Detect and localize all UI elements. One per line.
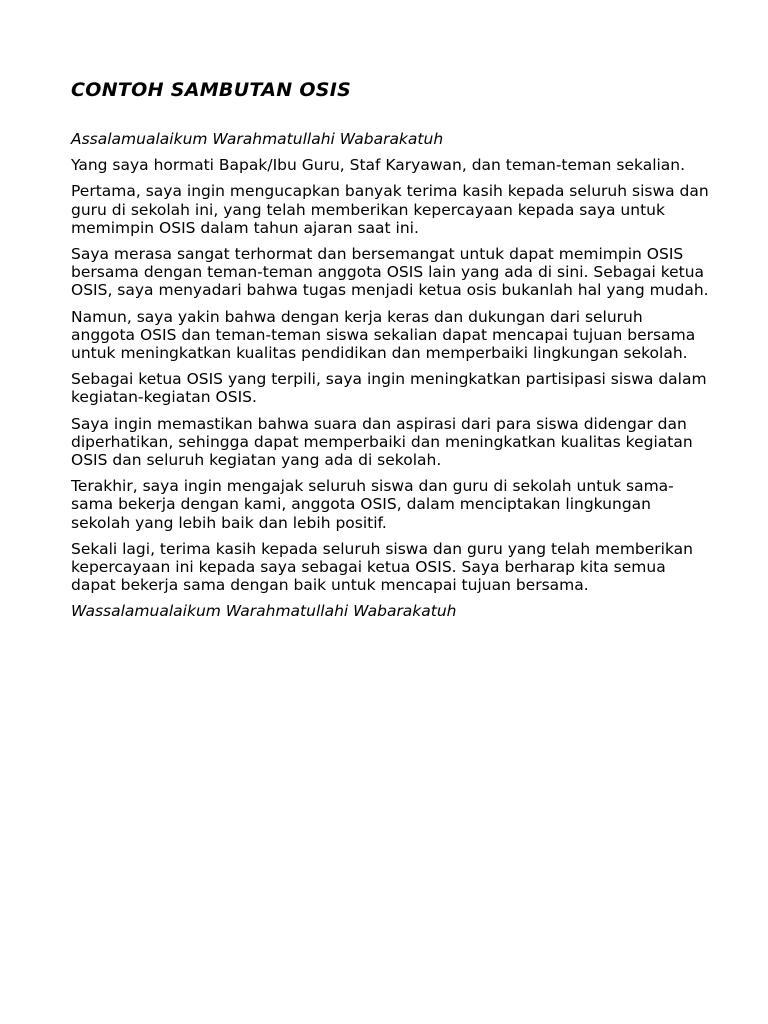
paragraph-3: Saya merasa sangat terhormat dan bersemangat untuk dapat memimpin OSIS bersama dengan teman-teman anggota OSIS lain yang ada di sini. Sebagai ketua OSIS, saya menyadari bahwa tugas menjadi ketua osis bukanlah hal yang mudah.	[71, 245, 709, 300]
paragraph-5: Sebagai ketua OSIS yang terpili, saya ingin meningkatkan partisipasi siswa dalam kegiatan-kegiatan OSIS.	[71, 370, 707, 407]
paragraph-7: Terakhir, saya ingin mengajak seluruh siswa dan guru di sekolah untuk sama-sama bekerja dengan kami, anggota OSIS, dalam menciptakan lingkungan sekolah yang lebih baik dan lebih positif.	[71, 477, 674, 532]
paragraph-8: Sekali lagi, terima kasih kepada seluruh siswa dan guru yang telah memberikan kepercayaan ini kepada saya sebagai ketua OSIS. Saya berharap kita semua dapat bekerja sama dengan baik untuk mencapai tujuan bersama.	[71, 539, 693, 595]
paragraph-4: Namun, saya yakin bahwa dengan kerja keras dan dukungan dari seluruh anggota OSIS dan teman-teman siswa sekalian dapat mencapai tujuan bersama untuk meningkatkan kualitas pendidikan dan memperbaiki lingkungan sekolah.	[71, 307, 696, 363]
closing-greeting: Wassalamualaikum Warahmatullahi Wabarakatuh	[71, 602, 457, 621]
paragraph-6: Saya ingin memastikan bahwa suara dan aspirasi dari para siswa didengar dan diperhatikan, sehingga dapat memperbaiki dan meningkatkan kualitas kegiatan OSIS dan seluruh kegiatan yang ada di sekolah.	[71, 414, 693, 470]
paragraph-2: Pertama, saya ingin mengucapkan banyak terima kasih kepada seluruh siswa dan guru di sekolah ini, yang telah memberikan kepercayaan kepada saya untuk memimpin OSIS dalam tahun ajaran saat ini.	[71, 182, 709, 237]
document-page	[71, 78, 711, 629]
paragraph-1: Yang saya hormati Bapak/Ibu Guru, Staf Karyawan, dan teman-teman sekalian.	[71, 156, 686, 175]
opening-greeting: Assalamualaikum Warahmatullahi Wabarakatuh	[71, 130, 444, 148]
page-title: CONTOH SAMBUTAN OSIS	[71, 79, 352, 101]
